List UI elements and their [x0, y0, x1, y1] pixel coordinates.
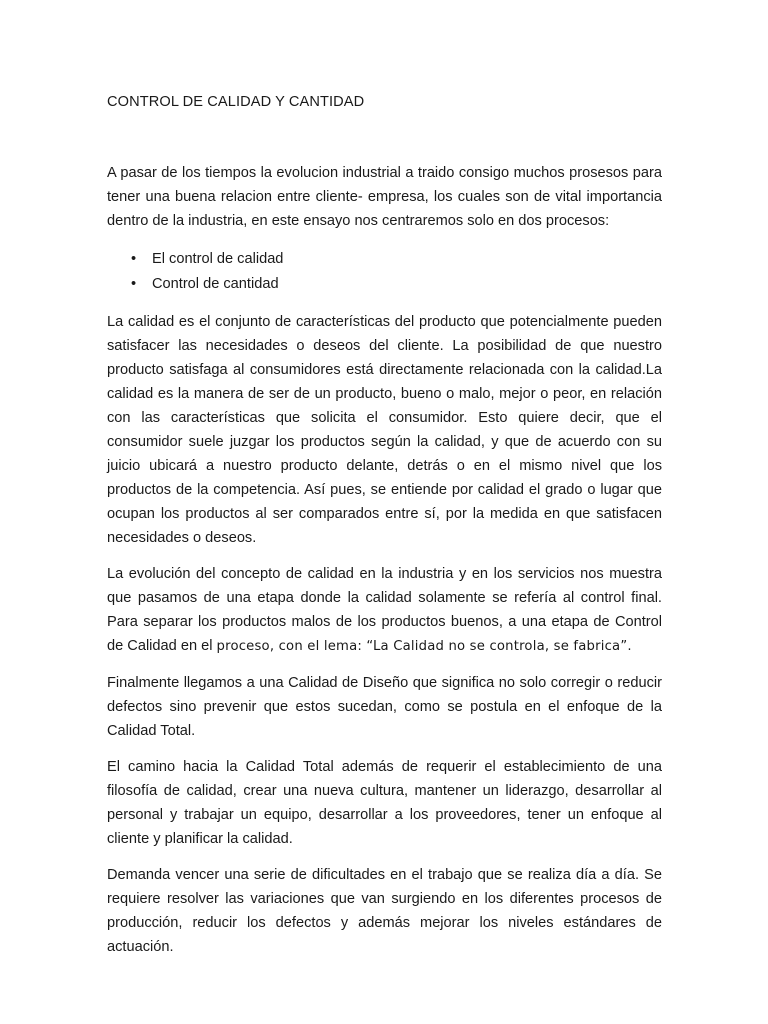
list-item [107, 247, 662, 272]
list-item [107, 272, 662, 297]
list-item-text: Control de cantidad [152, 276, 279, 292]
paragraph-quote-line: proceso, con el lema: “La Calidad no se controla, se fabrica”. [216, 639, 632, 654]
process-list [107, 247, 662, 297]
bullet-icon: • [131, 276, 137, 292]
list-item-text: El control de calidad [152, 251, 284, 267]
paragraph-design-quality: Finalmente llegamos a una Calidad de Diseño que significa no solo corregir o reducir defectos sino prevenir que estos sucedan, como se postula en el enfoque de la Calidad Total. [107, 675, 662, 739]
paragraph-quality-definition: La calidad es el conjunto de características del producto que potencialmente pueden satisfacer las necesidades o deseos del cliente. La posibilidad de que nuestro producto satisfaga al consumidores está directamente relacionada con la calidad.La calidad es la manera de ser de un producto, bueno o malo, mejor o peor, en relación con las características que solicita el consumidor. Esto quiere decir, que el consumidor suele juzgar los productos según la calidad, y que de acuerdo con su juicio ubicará a nuestro producto delante, detrás o en el mismo nivel que los productos de la competencia. Así pues, se entiende por calidad el grado o lugar que ocupan los productos al ser comparados entre sí, por la medida en que satisfacen necesidades o deseos. [107, 314, 662, 546]
paragraph-total-quality: El camino hacia la Calidad Total además de requerir el establecimiento de una filosofía de calidad, crear una nueva cultura, mantener un liderazgo, desarrollar al personal y trabajar un equipo, desarrollar a los proveedores, tener un enfoque al cliente y planificar la calidad. [107, 759, 662, 847]
bullet-icon: • [131, 251, 137, 267]
paragraph-text: La evolución del concepto de calidad en la industria y en los servicios nos muestra que pasamos de una etapa donde la calidad solamente se refería al control final. Para separar los productos malos de los productos buenos, a una etapa de Control de Calidad en el [107, 566, 662, 654]
document-title: CONTROL DE CALIDAD Y CANTIDAD [107, 94, 365, 110]
document-body [107, 161, 662, 971]
paragraph-difficulties: Demanda vencer una serie de dificultades en el trabajo que se realiza día a día. Se requiere resolver las variaciones que van surgiendo en los diferentes procesos de producción, reducir los defectos y además mejorar los niveles estándares de actuación. [107, 867, 662, 955]
paragraph-quality-evolution [107, 562, 662, 659]
intro-paragraph: A pasar de los tiempos la evolucion industrial a traido consigo muchos prosesos para tener una buena relacion entre cliente- empresa, los cuales son de vital importancia dentro de la industria, en este ensayo nos centraremos solo en dos procesos: [107, 165, 662, 229]
